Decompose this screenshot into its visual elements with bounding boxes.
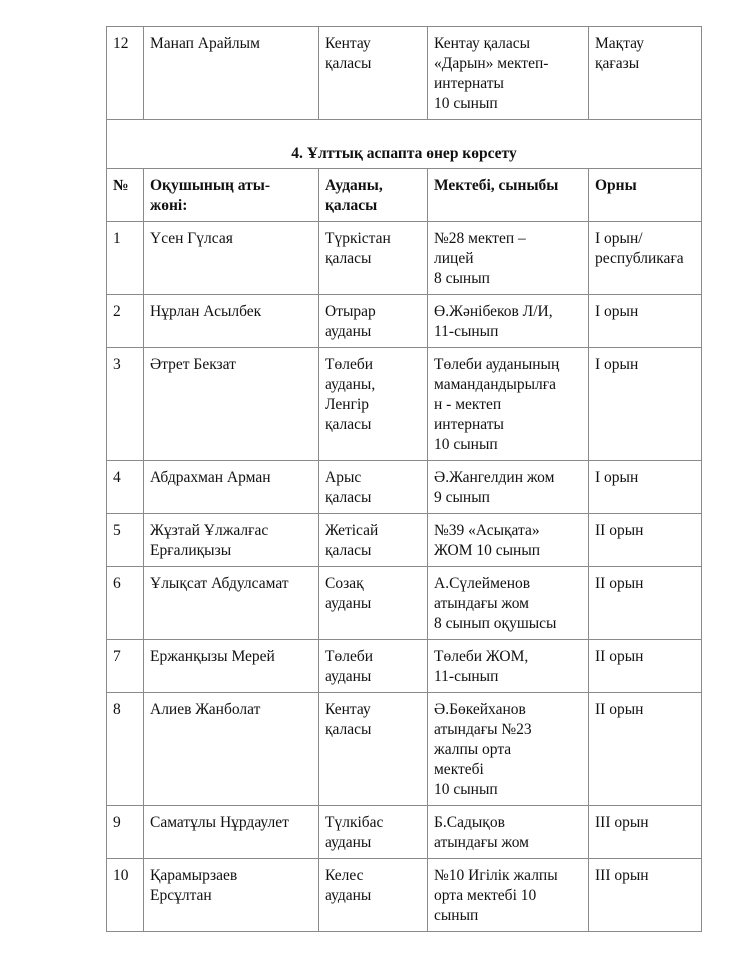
row-school-cell	[428, 693, 589, 806]
row-district-cell	[319, 514, 428, 567]
cell-line: 4	[113, 469, 121, 486]
row-district-cell	[319, 693, 428, 806]
header-district-cell	[319, 169, 428, 222]
cell-line: «Дарын» мектеп-	[434, 55, 549, 72]
row-name-cell	[144, 640, 319, 693]
cell-line: 10 сынып	[434, 95, 498, 112]
cell-line: сынып	[434, 907, 479, 924]
cell-line: 9	[113, 814, 121, 831]
row-place-cell	[589, 461, 702, 514]
cell-line: Ө.Жәнібеков Л/И,	[434, 303, 553, 320]
cell-line: ІІ орын	[595, 522, 644, 539]
cell-line: Жұзтай Ұлжалғас	[150, 522, 269, 539]
row-name-cell	[144, 806, 319, 859]
cell-line: 9 сынып	[434, 489, 490, 506]
section-title-row	[107, 120, 702, 169]
cell-line: 1	[113, 230, 121, 247]
row-school-cell	[428, 27, 589, 120]
cell-line: Ленгір	[325, 396, 369, 413]
cell-line: атындағы жом	[434, 834, 529, 851]
row-num-cell	[107, 640, 144, 693]
cell-line: қаласы	[325, 250, 372, 267]
cell-line: 7	[113, 648, 121, 665]
row-place-cell	[589, 859, 702, 932]
table-row	[107, 222, 702, 295]
cell-line: республикаға	[595, 250, 684, 267]
cell-line: Төлеби	[325, 648, 374, 665]
row-num-cell	[107, 567, 144, 640]
cell-line: І орын/	[595, 230, 643, 247]
cell-line: Саматұлы Нұрдаулет	[150, 814, 289, 831]
cell-line: Оқушының аты-	[150, 177, 270, 194]
cell-line: Төлеби ЖОМ,	[434, 648, 529, 665]
cell-line: ауданы	[325, 595, 372, 612]
cell-line: Б.Садықов	[434, 814, 505, 831]
row-school-cell	[428, 222, 589, 295]
row-name-cell	[144, 514, 319, 567]
row-school-cell	[428, 806, 589, 859]
row-name-cell	[144, 567, 319, 640]
cell-line: Ауданы,	[325, 177, 383, 194]
cell-line: Төлеби	[325, 356, 374, 373]
header-place-cell	[589, 169, 702, 222]
cell-line: ІІ орын	[595, 648, 644, 665]
cell-line: Нұрлан Асылбек	[150, 303, 262, 320]
cell-line: І орын	[595, 469, 639, 486]
row-district-cell	[319, 567, 428, 640]
table-row	[107, 693, 702, 806]
cell-line: атындағы №23	[434, 721, 532, 738]
cell-line: №28 мектеп –	[434, 230, 526, 247]
cell-line: 10 сынып	[434, 781, 498, 798]
table-header-row	[107, 169, 702, 222]
cell-line: Түркістан	[325, 230, 391, 247]
cell-line: І орын	[595, 356, 639, 373]
row-district-cell	[319, 859, 428, 932]
cell-line: Ә.Жангелдин жом	[434, 469, 555, 486]
cell-line: 10 сынып	[434, 436, 498, 453]
row-name-cell	[144, 348, 319, 461]
section-title: 4. Ұлттық аспапта өнер көрсету	[291, 145, 517, 162]
cell-line: №39 «Асықата»	[434, 522, 540, 539]
cell-line: Отырар	[325, 303, 376, 320]
cell-line: қаласы	[325, 489, 372, 506]
cell-line: Кентау	[325, 35, 371, 52]
cell-line: №	[113, 177, 129, 194]
cell-line: ауданы,	[325, 376, 376, 393]
row-place-cell	[589, 567, 702, 640]
row-place-cell	[589, 693, 702, 806]
row-place-cell	[589, 27, 702, 120]
row-school-cell	[428, 348, 589, 461]
row-num-cell	[107, 222, 144, 295]
table-row	[107, 27, 702, 120]
cell-line: 3	[113, 356, 121, 373]
row-school-cell	[428, 461, 589, 514]
table-row	[107, 859, 702, 932]
cell-line: 8 сынып оқушысы	[434, 615, 557, 632]
row-place-cell	[589, 222, 702, 295]
row-num-cell	[107, 859, 144, 932]
cell-line: жөні:	[150, 197, 188, 214]
table-row	[107, 295, 702, 348]
row-school-cell	[428, 567, 589, 640]
cell-line: мектебі	[434, 761, 484, 778]
cell-line: 11-сынып	[434, 323, 499, 340]
cell-line: ауданы	[325, 668, 372, 685]
cell-line: атындағы жом	[434, 595, 529, 612]
row-place-cell	[589, 295, 702, 348]
cell-line: жалпы орта	[434, 741, 512, 758]
row-name-cell	[144, 859, 319, 932]
row-num-cell	[107, 514, 144, 567]
header-num-cell	[107, 169, 144, 222]
cell-line: Ә.Бөкейханов	[434, 701, 526, 718]
cell-line: қағазы	[595, 55, 640, 72]
cell-line: интернаты	[434, 416, 504, 433]
table-row	[107, 514, 702, 567]
cell-line: Жетісай	[325, 522, 379, 539]
row-name-cell	[144, 295, 319, 348]
cell-line: 8 сынып	[434, 270, 490, 287]
cell-line: 6	[113, 575, 121, 592]
row-place-cell	[589, 640, 702, 693]
row-num-cell	[107, 348, 144, 461]
cell-line: Орны	[595, 177, 637, 194]
cell-line: қаласы	[325, 55, 372, 72]
results-table	[106, 26, 702, 932]
table-row	[107, 806, 702, 859]
row-place-cell	[589, 806, 702, 859]
cell-line: Ержанқызы Мерей	[150, 648, 275, 665]
cell-line: ауданы	[325, 323, 372, 340]
table-row	[107, 461, 702, 514]
cell-line: қаласы	[325, 197, 378, 214]
cell-line: ЖОМ 10 сынып	[434, 542, 541, 559]
cell-line: ІІІ орын	[595, 814, 649, 831]
table-row	[107, 567, 702, 640]
table-row	[107, 640, 702, 693]
cell-line: Келес	[325, 867, 364, 884]
cell-line: 2	[113, 303, 121, 320]
row-num-cell	[107, 806, 144, 859]
header-school-cell	[428, 169, 589, 222]
row-district-cell	[319, 27, 428, 120]
row-school-cell	[428, 859, 589, 932]
row-district-cell	[319, 806, 428, 859]
cell-line: Түлкібас	[325, 814, 384, 831]
cell-line: ауданы	[325, 834, 372, 851]
cell-line: Мектебі, сыныбы	[434, 177, 559, 194]
row-name-cell	[144, 693, 319, 806]
row-school-cell	[428, 514, 589, 567]
cell-line: Манап Арайлым	[150, 35, 260, 52]
cell-line: Кентау қаласы	[434, 35, 531, 52]
cell-line: Кентау	[325, 701, 371, 718]
cell-line: Ерғалиқызы	[150, 542, 232, 559]
row-district-cell	[319, 295, 428, 348]
cell-line: Алиев Жанболат	[150, 701, 261, 718]
cell-line: ІІ орын	[595, 575, 644, 592]
cell-line: Абдрахман Арман	[150, 469, 271, 486]
cell-line: қаласы	[325, 721, 372, 738]
row-district-cell	[319, 461, 428, 514]
cell-line: н - мектеп	[434, 396, 502, 413]
cell-line: Ерсұлтан	[150, 887, 212, 904]
cell-line: 11-сынып	[434, 668, 499, 685]
cell-line: Қарамырзаев	[150, 867, 238, 884]
section-title-cell	[107, 120, 702, 169]
cell-line: Созақ	[325, 575, 364, 592]
cell-line: Үсен Гүлсая	[150, 230, 233, 247]
cell-line: лицей	[434, 250, 474, 267]
row-place-cell	[589, 514, 702, 567]
cell-line: Әтрет Бекзат	[150, 356, 236, 373]
cell-line: №10 Игілік жалпы	[434, 867, 558, 884]
cell-line: І орын	[595, 303, 639, 320]
row-district-cell	[319, 348, 428, 461]
row-school-cell	[428, 295, 589, 348]
cell-line: мамандандырылға	[434, 376, 556, 393]
cell-line: орта мектебі 10	[434, 887, 537, 904]
row-num-cell	[107, 295, 144, 348]
row-name-cell	[144, 222, 319, 295]
cell-line: Мақтау	[595, 35, 644, 52]
table-row	[107, 348, 702, 461]
cell-line: интернаты	[434, 75, 504, 92]
cell-line: 12	[113, 35, 129, 52]
header-name-cell	[144, 169, 319, 222]
row-district-cell	[319, 222, 428, 295]
cell-line: ІІ орын	[595, 701, 644, 718]
row-num-cell	[107, 693, 144, 806]
cell-line: 8	[113, 701, 121, 718]
row-name-cell	[144, 461, 319, 514]
cell-line: қаласы	[325, 542, 372, 559]
cell-line: А.Сүлейменов	[434, 575, 531, 592]
cell-line: ауданы	[325, 887, 372, 904]
cell-line: Ұлықсат Абдулсамат	[150, 575, 289, 592]
cell-line: ІІІ орын	[595, 867, 649, 884]
row-school-cell	[428, 640, 589, 693]
cell-line: Төлеби ауданының	[434, 356, 560, 373]
cell-line: қаласы	[325, 416, 372, 433]
cell-line: 5	[113, 522, 121, 539]
row-district-cell	[319, 640, 428, 693]
row-num-cell	[107, 461, 144, 514]
row-num-cell	[107, 27, 144, 120]
cell-line: 10	[113, 867, 129, 884]
row-name-cell	[144, 27, 319, 120]
cell-line: Арыс	[325, 469, 362, 486]
row-place-cell	[589, 348, 702, 461]
